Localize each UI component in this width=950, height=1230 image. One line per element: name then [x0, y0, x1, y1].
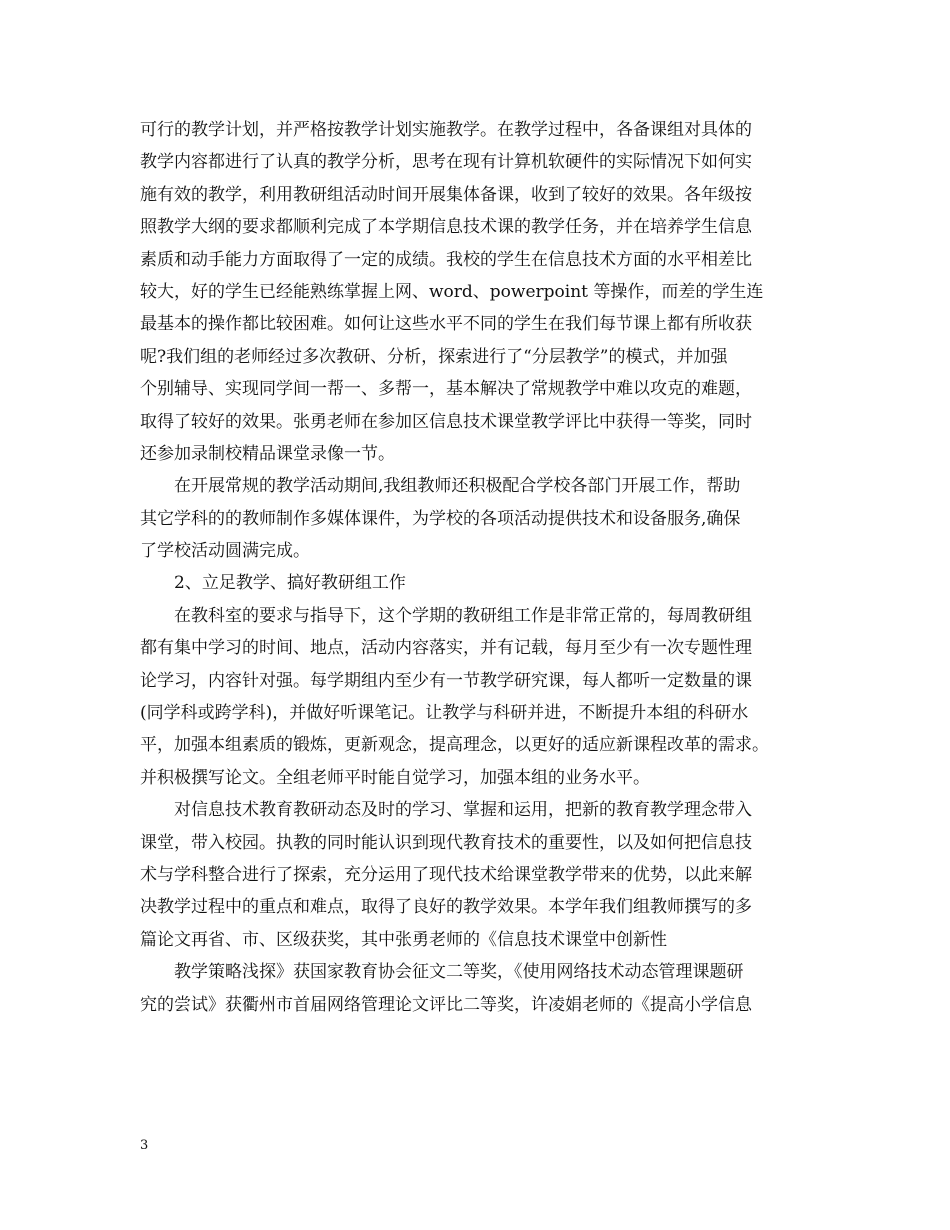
body-text: [140, 114, 826, 1021]
text-line: 决教学过程中的重点和难点，取得了良好的教学效果。本学年我们组教师撰写的多: [140, 897, 752, 918]
text-line: 教学策略浅探》获国家教育协会征文二等奖，《使用网络技术动态管理课题研: [174, 962, 744, 983]
text-line: 对信息技术教育教研动态及时的学习、掌握和运用，把新的教育教学理念带入: [174, 800, 752, 821]
text-line: 呢?我们组的老师经过多次教研、分析，探索进行了“分层教学”的模式，并加强: [140, 346, 728, 367]
text-line: 篇论文再省、市、区级获奖，其中张勇老师的《信息技术课堂中创新性: [140, 929, 667, 950]
text-line: 施有效的教学，利用教研组活动时间开展集体备课，收到了较好的效果。各年级按: [140, 184, 752, 205]
text-line: 课堂，带入校园。执教的同时能认识到现代教育技术的重要性，以及如何把信息技: [140, 832, 752, 853]
text-line: 术与学科整合进行了探索，充分运用了现代技术给课堂教学带来的优势，以此来解: [140, 864, 752, 885]
text-line: 素质和动手能力方面取得了一定的成绩。我校的学生在信息技术方面的水平相差比: [140, 249, 752, 270]
text-line: 在教科室的要求与指导下，这个学期的教研组工作是非常正常的，每周教研组: [174, 605, 752, 626]
text-line: 照教学大纲的要求都顺利完成了本学期信息技术课的教学任务，并在培养学生信息: [140, 217, 752, 238]
text-line: (同学科或跨学科)，并做好听课笔记。让教学与科研并进，不断提升本组的科研水: [140, 703, 749, 724]
text-line: 并积极撰写论文。全组老师平时能自觉学习，加强本组的业务水平。: [140, 767, 650, 788]
text-line: 最基本的操作都比较困难。如何让这些水平不同的学生在我们每节课上都有所收获: [140, 314, 752, 335]
text-line: 究的尝试》获衢州市首届网络管理论文评比二等奖，许凌娟老师的《提高小学信息: [140, 994, 752, 1015]
text-line: 取得了较好的效果。张勇老师在参加区信息技术课堂教学评比中获得一等奖，同时: [140, 411, 752, 432]
text-line: 论学习，内容针对强。每学期组内至少有一节教学研究课，每人都听一定数量的课: [140, 670, 752, 691]
text-line: 了学校活动圆满完成。: [140, 541, 310, 562]
text-line: 教学内容都进行了认真的教学分析，思考在现有计算机软硬件的实际情况下如何实: [140, 152, 752, 173]
text-line: 其它学科的的教师制作多媒体课件，为学校的各项活动提供技术和设备服务,确保: [140, 508, 741, 529]
page-number: 3: [140, 1138, 149, 1153]
text-line: 个别辅导、实现同学间一帮一、多帮一，基本解决了常规教学中难以攻克的难题，: [140, 379, 752, 400]
text-line: 2、立足教学、搞好教研组工作: [174, 573, 406, 594]
text-line: 都有集中学习的时间、地点，活动内容落实，并有记载，每月至少有一次专题性理: [140, 638, 752, 659]
text-line: 较大，好的学生已经能熟练掌握上网、word、powerpoint 等操作，而差的学生连: [140, 281, 764, 302]
text-line: 平，加强本组素质的锻炼，更新观念，提高理念，以更好的适应新课程改革的需求。: [140, 735, 769, 756]
text-line: 在开展常规的教学活动期间,我组教师还积极配合学校各部门开展工作，帮助: [174, 476, 741, 497]
text-line: 还参加录制校精品课堂录像一节。: [140, 443, 395, 464]
text-line: 可行的教学计划，并严格按教学计划实施教学。在教学过程中，各备课组对具体的: [140, 120, 752, 140]
